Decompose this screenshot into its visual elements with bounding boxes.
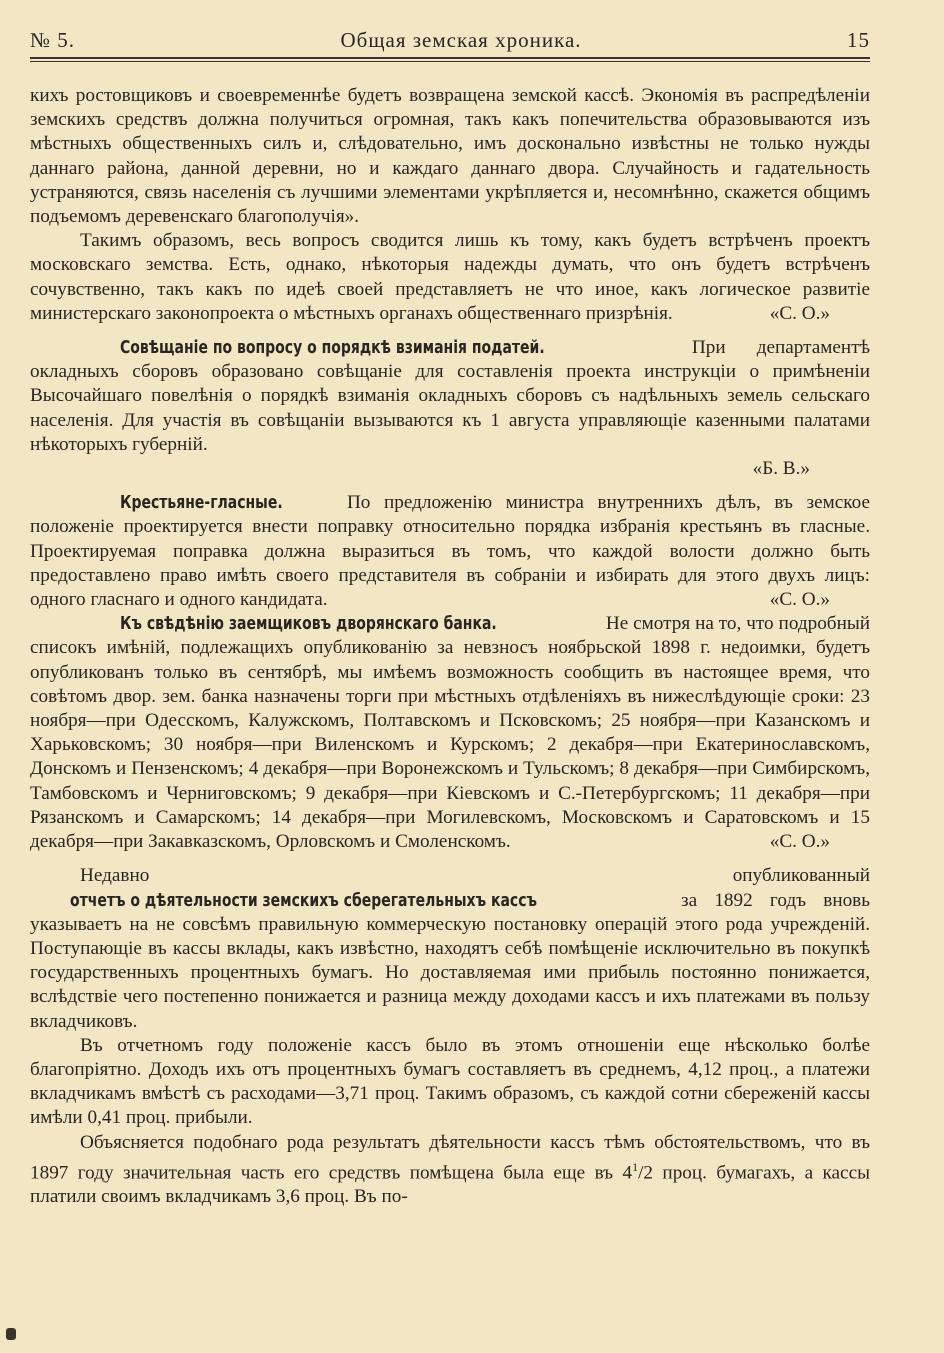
paragraph-text: Объясняется подобнаго рода результатъ дѣятельности кассъ тѣмъ обстоятельствомъ, что въ 1897 году значительная часть его средствъ помѣщена была еще въ 4 xyxy=(30,1131,870,1184)
section-lead: Недавно опубликованный xyxy=(80,865,870,887)
paragraph-continuation: кихъ ростовщиковъ и своевременнѣе будетъ возвращена земской кассѣ. Экономія въ распредѣленіи земскихъ средствъ должна получиться огромная, такъ какъ попечительства образовываются изъ мѣстныхъ общественныхъ силъ и, слѣдовательно, имъ досконально извѣстны не только нужды даннаго района, данной деревни, но и каждаго даннаго двора. Случайность и гадательность устраняются, связь населенія съ лучшими элементами укрѣпляется и, несомнѣнно, скажется общимъ подъемомъ деревенскаго благополучія». xyxy=(30,85,870,228)
paragraph-text: проц. бумагахъ, а кассы платили своимъ вкладчикамъ 3,6 проц. Въ по- xyxy=(30,1162,870,1208)
section-heading: Къ свѣдѣнію заемщиковъ дворянскаго банка. xyxy=(120,614,497,635)
signature: «С. О.» xyxy=(769,589,830,611)
page-number: 15 xyxy=(846,28,870,52)
section-text: По предложенію министра внутреннихъ дѣлъ, въ земское положеніе проектируется внести поправку относительно порядка избранія крестьянъ въ гласные. Проектируемая поправка должна выразиться въ томъ, что каждой волости должно быть предоставлено право имѣть своего представителя въ собраніи и избирать для этого двухъ лицъ: одного гласнаго и одного кандидата. xyxy=(30,492,871,611)
page-header xyxy=(30,28,870,60)
section-text: Не смотря на то, что подробный списокъ имѣній, подлежащихъ опубликованію за невзносъ ноябрьской 1898 г. недоимки, будетъ опубликованъ только въ сентябрѣ, мы имѣемъ возможность сообщить въ настоящее время, что совѣтомъ двор. зем. банка назначены торги при мѣстныхъ отдѣленіяхъ въ нижеслѣдующіе сроки: 23 ноября—при Одесскомъ, Калужскомъ, Полтавскомъ и Псковскомъ; 25 ноября—при Казанскомъ и Харьковскомъ; 30 ноября—при Виленскомъ и Курскомъ; 2 декабря—при Екатеринославскомъ, Донскомъ и Пензенскомъ; 4 декабря—при Воронежскомъ и Тульскомъ; 8 декабря—при Симбирскомъ, Тамбовскомъ и Черниговскомъ; 9 декабря—при Кіевскомъ и С.-Петербургскомъ; 11 декабря—при Рязанскомъ и Самарскомъ; 14 декабря—при Могилевскомъ, Московскомъ и Саратовскомъ и 15 декабря—при Закавказскомъ, Орловскомъ и Смоленскомъ. xyxy=(30,613,870,853)
article-body xyxy=(30,84,870,1210)
fraction-numerator: 1 xyxy=(632,1159,639,1174)
section-title: Общая земская хроника. xyxy=(340,28,582,52)
signature: «Б. В.» xyxy=(752,458,810,480)
paragraph-text: Такимъ образомъ, весь вопросъ сводится лишь къ тому, какъ будетъ встрѣченъ проектъ московскаго земства. Есть, однако, нѣкоторыя надежды думать, что онъ будетъ встрѣченъ сочувственно, такъ какъ по идеѣ своей представляетъ не что иное, какъ логическое развитіе министерскаго законопроекта о мѣстныхъ органахъ общественнаго призрѣнія. xyxy=(30,230,870,324)
paragraph-moscow-project xyxy=(30,229,870,326)
section-text: При департаментѣ окладныхъ сборовъ образовано совѣщаніе для составленія проекта инструкціи о примѣненіи Высочайшаго повелѣнія о порядкѣ взиманія окладныхъ сборовъ съ надѣльныхъ земель сельскаго населенія. Для участія въ совѣщаніи вызываются къ 1 августа управляющіе казенными палатами нѣкоторыхъ губерній. xyxy=(30,337,870,455)
signature: «С. О.» xyxy=(769,831,830,853)
header-rule-thin xyxy=(30,61,870,62)
section-heading: отчетъ о дѣятельности земскихъ сберегательныхъ кассъ xyxy=(70,890,538,911)
header-rule xyxy=(30,57,870,59)
section-savings-report xyxy=(30,864,870,1033)
section-text: за 1892 годъ вновь указываетъ на не совсѣмъ правильную коммерческую постановку операцій этого рода учрежденій. Поступающіе въ кассы вклады, какъ извѣстно, находятъ себѣ помѣщеніе исключительно въ покупкѣ государственныхъ процентныхъ бумагъ. Но доставляемая ими прибыль постоянно понижается, вслѣдствіе чего постепенно понижается и разница между доходами кассъ и ихъ платежами въ пользу вкладчиковъ. xyxy=(30,889,870,1032)
section-heading: Совѣщаніе по вопросу о порядкѣ взиманія податей. xyxy=(120,338,545,359)
issue-number: № 5. xyxy=(30,28,76,52)
ink-blot xyxy=(6,1328,16,1340)
section-tax-meeting xyxy=(30,336,870,457)
fraction-denominator: /2 xyxy=(638,1162,654,1184)
section-bank-borrowers xyxy=(30,612,870,854)
paragraph-report-year: Въ отчетномъ году положеніе кассъ было въ этомъ отношеніи еще нѣсколько болѣе благопріятно. Доходъ ихъ отъ процентныхъ бумагъ составляетъ въ среднемъ, 4,12 проц., а платежи вкладчикамъ вмѣстѣ съ расходами—3,71 проц. Такимъ образомъ, съ каждой сотни сбереженій кассы имѣли 0,41 проц. прибыли. xyxy=(30,1034,870,1129)
section-peasant-deputies xyxy=(30,491,870,612)
signature: «С. О.» xyxy=(769,302,830,324)
section-heading: Крестьяне-гласные. xyxy=(120,493,283,514)
paragraph-explanation xyxy=(30,1131,870,1210)
